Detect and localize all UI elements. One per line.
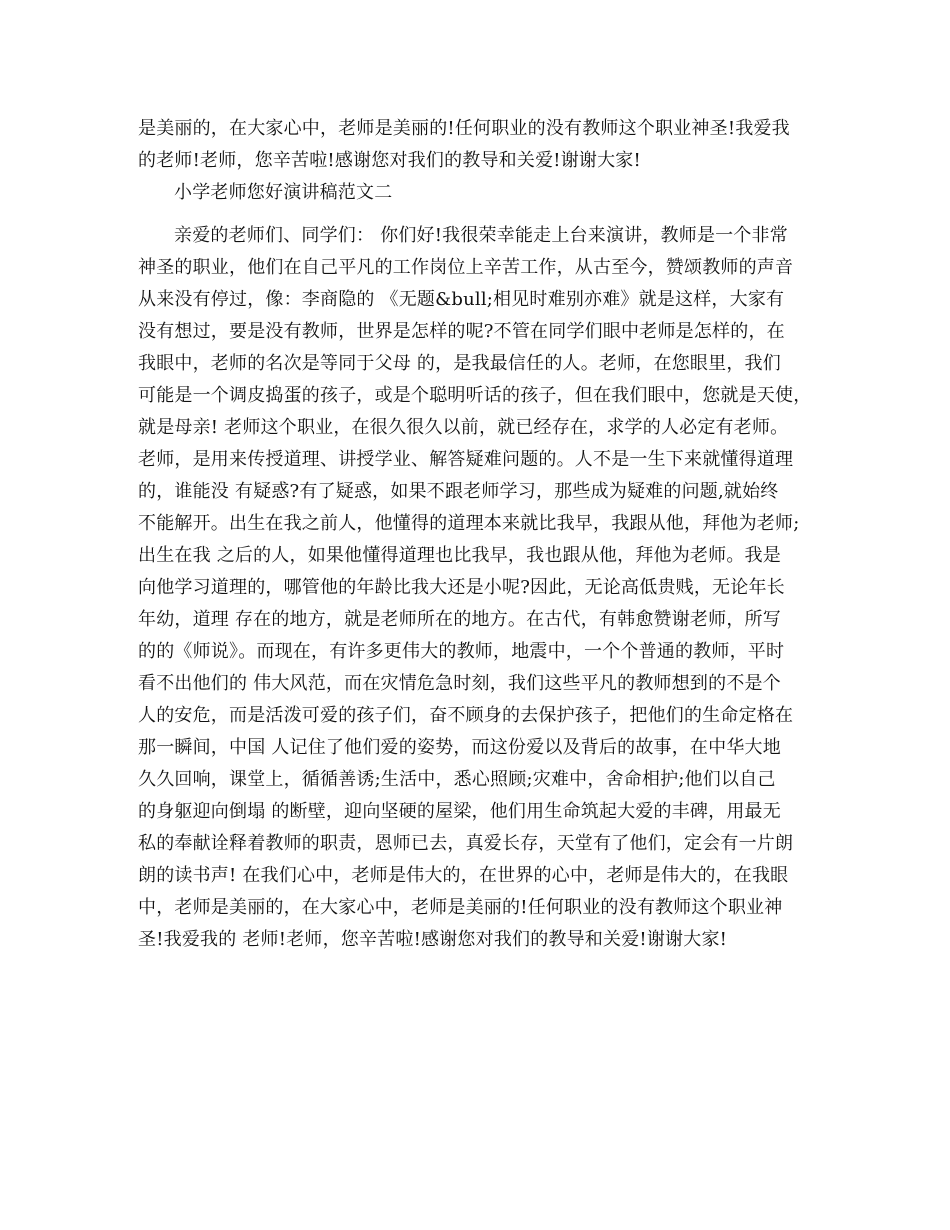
- text-line: 人的安危，而是活泼可爱的孩子们，奋不顾身的去保护孩子，把他们的生命定格在: [138, 705, 794, 726]
- body-paragraph: [138, 220, 818, 956]
- continuation-paragraph: [138, 113, 818, 177]
- text-line: 的老师!老师，您辛苦啦!感谢您对我们的教导和关爱!谢谢大家!: [138, 150, 641, 171]
- text-line: 看不出他们的 伟大风范，而在灾情危急时刻，我们这些平凡的教师想到的不是个: [138, 673, 781, 694]
- text-line: 就是母亲! 老师这个职业，在很久很久以前，就已经存在，求学的人必定有老师。: [138, 417, 789, 438]
- text-line: 可能是一个调皮捣蛋的孩子，或是个聪明听话的孩子，但在我们眼中，您就是天使，: [138, 385, 812, 406]
- text-line: 圣!我爱我的 老师!老师，您辛苦啦!感谢您对我们的教导和关爱!谢谢大家!: [138, 929, 728, 950]
- text-line: 是美丽的，在大家心中，老师是美丽的!任何职业的没有教师这个职业神圣!我爱我: [138, 118, 790, 139]
- text-line: 朗的读书声! 在我们心中，老师是伟大的，在世界的心中，老师是伟大的，在我眼: [138, 865, 789, 886]
- section-heading-block: [138, 177, 818, 209]
- text-line: 年幼，道理 存在的地方，就是老师所在的地方。在古代，有韩愈赞谢老师，所写: [138, 609, 781, 630]
- text-line: 的，谁能没 有疑惑?有了疑惑，如果不跟老师学习，那些成为疑难的问题,就始终: [138, 481, 779, 502]
- text-line: 不能解开。出生在我之前人，他懂得的道理本来就比我早，我跟从他，拜他为老师;: [138, 513, 800, 534]
- text-line: 私的奉献诠释着教师的职责，恩师已去，真爱长存，天堂有了他们，定会有一片朗: [138, 833, 794, 854]
- text-line: 亲爱的老师们、同学们： 你们好!我很荣幸能走上台来演讲，教师是一个非常: [174, 225, 788, 246]
- text-line: 中，老师是美丽的，在大家心中，老师是美丽的!任何职业的没有教师这个职业神: [138, 897, 783, 918]
- section-heading: 小学老师您好演讲稿范文二: [174, 182, 393, 203]
- text-line: 的的《师说》。而现在，有许多更伟大的教师，地震中，一个个普通的教师，平时: [138, 641, 785, 662]
- text-line: 的身躯迎向倒塌 的断壁，迎向坚硬的屋梁，他们用生命筑起大爱的丰碑，用最无: [138, 801, 781, 822]
- text-line: 向他学习道理的，哪管他的年龄比我大还是小呢?因此，无论高低贵贱，无论年长: [138, 577, 785, 598]
- text-line: 久久回响，课堂上，循循善诱;生活中，悉心照顾;灾难中，舍命相护;他们以自己: [138, 769, 776, 790]
- text-line: 神圣的职业，他们在自己平凡的工作岗位上辛苦工作，从古至今，赞颂教师的声音: [138, 257, 794, 278]
- text-line: 出生在我 之后的人，如果他懂得道理也比我早，我也跟从他，拜他为老师。我是: [138, 545, 781, 566]
- text-line: 没有想过，要是没有教师，世界是怎样的呢?不管在同学们眼中老师是怎样的，在: [138, 321, 785, 342]
- text-line: 老师，是用来传授道理、讲授学业、解答疑难问题的。人不是一生下来就懂得道理: [138, 449, 794, 470]
- text-line: 我眼中，老师的名次是等同于父母 的，是我最信任的人。老师，在您眼里，我们: [138, 353, 781, 374]
- text-line: 从来没有停过，像：李商隐的 《无题&bull;相见时难别亦难》就是这样，大家有: [138, 289, 785, 310]
- text-line: 那一瞬间，中国 人记住了他们爱的姿势，而这份爱以及背后的故事，在中华大地: [138, 737, 781, 758]
